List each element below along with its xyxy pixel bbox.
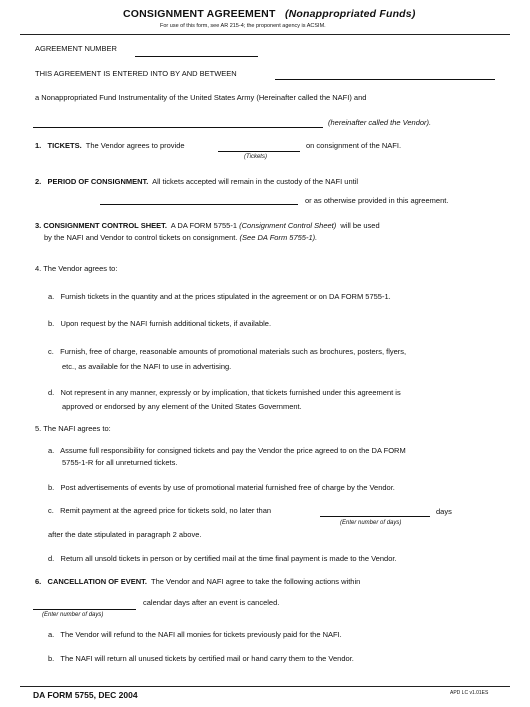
section-3-text-2-italic: (See DA Form 5755-1). [239,233,318,242]
section-6-item-b [48,654,354,663]
vendor-name-field[interactable] [33,127,323,128]
item-letter: b. [48,654,55,663]
item-text: Furnish, free of charge, reasonable amounts of promotional materials such as brochures, posters, flyers, [60,347,407,356]
nafi-description: a Nonappropriated Fund Instrumentality of the United States Army (Hereinafter called the NAFI) and [35,93,367,102]
section-1-text-after: on consignment of the NAFI. [306,141,402,150]
form-title-main: CONSIGNMENT AGREEMENT [123,8,276,20]
section-3-heading: 3. CONSIGNMENT CONTROL SHEET. [35,221,167,230]
vendor-caption: (hereinafter called the Vendor). [328,118,432,127]
form-number: DA FORM 5755, DEC 2004 [33,690,138,700]
section-5-item-a [48,446,406,455]
section-2-text: All tickets accepted will remain in the custody of the NAFI until [152,177,359,186]
section-3-text: A DA FORM 5755-1 [170,221,238,230]
item-letter: c. [48,347,54,356]
form-version: APD LC v1.01ES [450,690,489,696]
section-5-item-d [48,554,397,563]
section-6 [35,577,360,586]
item-text: Remit payment at the agreed price for tickets sold, no later than [60,506,272,515]
item-text: Furnish tickets in the quantity and at the prices stipulated in the agreement or on DA FORM 5755-1. [60,292,391,301]
section-3-line-1 [35,221,380,230]
cancellation-days-caption: (Enter number of days) [42,612,104,618]
section-6-item-a [48,630,342,639]
section-3-text-end: will be used [340,221,380,230]
section-3-line-2 [44,233,317,242]
section-2 [35,177,358,186]
form-subtitle: For use of this form, see AR 215-4; the proponent agency is ACSIM. [160,23,326,29]
item-letter: a. [48,446,55,455]
item-text: The Vendor will refund to the NAFI all monies for tickets previously paid for the NAFI. [60,630,342,639]
item-text: Upon request by the NAFI furnish additional tickets, if available. [60,319,272,328]
agreement-number-label: AGREEMENT NUMBER [35,44,117,53]
section-4-item-a [48,292,391,301]
item-letter: c. [48,506,54,515]
tickets-caption: (Tickets) [244,154,267,160]
section-4-heading: 4. The Vendor agrees to: [35,264,118,273]
form-title-sub: (Nonappropriated Funds) [284,8,416,20]
section-1 [35,141,185,150]
item-text: The NAFI will return all unused tickets by certified mail or hand carry them to the Vendor. [60,654,354,663]
footer-divider [20,686,510,687]
item-text: Post advertisements of events by use of promotional material furnished free of charge by the Vendor. [60,483,395,492]
item-letter: b. [48,483,55,492]
section-5-item-c [48,506,271,515]
section-2-text-after: or as otherwise provided in this agreement. [305,196,449,205]
section-2-heading: PERIOD OF CONSIGNMENT. [47,177,149,186]
item-letter: d. [48,388,55,397]
item-letter: a. [48,292,55,301]
item-text: Return all unsold tickets in person or by certified mail at the time final payment is made to the Vendor. [60,554,397,563]
form-title [123,8,416,20]
section-4-item-d [48,388,401,397]
item-letter: d. [48,554,55,563]
section-4-item-d-cont: approved or endorsed by any element of the United States Government. [62,402,302,411]
section-3-text-2: by the NAFI and Vendor to control tickets on consignment. [44,233,238,242]
section-4-item-b [48,319,271,328]
section-6-days-text: calendar days after an event is canceled. [143,598,280,607]
payment-days-caption: (Enter number of days) [340,520,402,526]
section-5-heading: 5. The NAFI agrees to: [35,424,111,433]
section-6-heading: CANCELLATION OF EVENT. [47,577,147,586]
section-4-item-c-cont: etc., as available for the NAFI to use in advertising. [62,362,232,371]
agreement-intro: THIS AGREEMENT IS ENTERED INTO BY AND BETWEEN [35,69,237,78]
section-1-text: The Vendor agrees to provide [85,141,185,150]
section-6-text: The Vendor and NAFI agree to take the following actions within [151,577,361,586]
payment-days-unit: days [436,507,452,516]
cancellation-days-field[interactable] [33,609,136,610]
item-letter: b. [48,319,55,328]
nafi-name-field[interactable] [275,79,495,80]
section-5-item-c-cont: after the date stipulated in paragraph 2 above. [48,530,202,539]
consignment-end-field[interactable] [100,204,298,205]
section-3-text-italic: (Consignment Control Sheet) [239,221,337,230]
section-6-number: 6. [35,577,42,586]
item-text: Assume full responsibility for consigned tickets and pay the Vendor the price agreed to on the DA FORM [60,446,406,455]
section-2-number: 2. [35,177,42,186]
header-divider [20,34,510,35]
item-letter: a. [48,630,55,639]
item-text: Not represent in any manner, expressly or by implication, that tickets furnished under this agreement is [60,388,401,397]
section-5-item-b [48,483,395,492]
section-1-number: 1. [35,141,42,150]
tickets-field[interactable] [218,151,300,152]
agreement-number-field[interactable] [135,56,258,57]
section-5-item-a-cont: 5755-1-R for all unreturned tickets. [62,458,178,467]
payment-days-field[interactable] [320,516,430,517]
section-4-item-c [48,347,406,356]
section-1-heading: TICKETS. [47,141,82,150]
